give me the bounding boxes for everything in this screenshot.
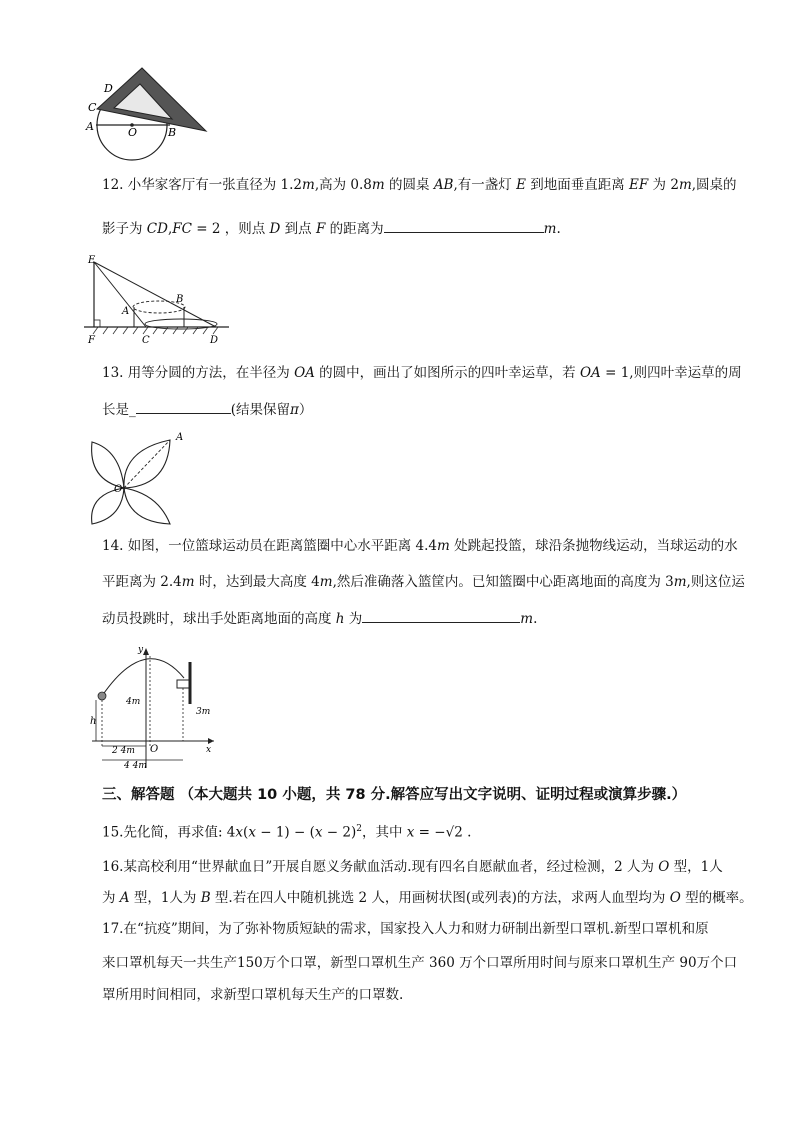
q14-line1: 14. 如图，一位篮球运动员在距离篮圈中心水平距离 4.4m 处跳起投篮，球沿条抛物线运动，当球运动的水 [102, 538, 738, 554]
label-C: C [142, 335, 150, 345]
label-B: B [176, 294, 184, 305]
label-D: D [104, 82, 113, 95]
label-A: A [176, 432, 184, 443]
q14-line3: 动员投跳时，球出手处距离地面的高度 h 为 m. [102, 608, 537, 629]
label-E: E [88, 255, 96, 266]
q15-line: 15.先化简，再求值: $4x(x - 1) - (x - 2)^2$，其中 x = −√2 . [102, 824, 472, 841]
label-F: F [88, 335, 95, 345]
label-A: A [122, 306, 130, 317]
q13-line2: 长是_ (结果保留π） [102, 399, 312, 420]
q16-line1: 16.某高校利用“世界献血日”开展自愿义务献血活动.现有四名自愿献血者，经过检测，2 人为 O 型，1人 [102, 859, 723, 875]
q12-answer-blank[interactable] [384, 218, 544, 233]
axis-x-label: x [206, 745, 212, 755]
section3-heading: 三、解答题 （本大题共 10 小题，共 78 分.解答应写出文字说明、证明过程或演算步骤.） [102, 787, 687, 803]
horizontal-2-4m-label: 2 4m [112, 746, 135, 756]
q12-line1: 12. 小华家客厅有一张直径为 1.2m,高为 0.8m 的圆桌 AB,有一盏灯 E 到地面垂直距离 EF 为 2m,圆桌的 [102, 177, 737, 193]
rim-height-label: 3m [196, 707, 211, 717]
q17-line1: 17.在“抗疫”期间，为了弥补物质短缺的需求，国家投入人力和财力研制出新型口罩机.新型口罩机和原 [102, 921, 709, 937]
q14-line2: 平距离为 2.4m 时，达到最大高度 4m,然后准确落入篮筐内。已知篮圈中心距离地面的高度为 3m,则这位运 [102, 574, 745, 590]
label-B: B [168, 126, 177, 139]
q12-line2: 影子为 CD,FC = 2 ，则点 D 到点 F 的距离为 m. [102, 218, 561, 239]
basketball-trajectory-figure [84, 642, 224, 774]
four-leaf-clover-figure [84, 428, 194, 528]
triangle-circle-figure [84, 64, 214, 164]
label-C: C [88, 101, 97, 114]
q13-answer-blank[interactable] [136, 399, 231, 414]
label-D: D [210, 335, 219, 345]
q16-line2: 为 A 型，1人为 B 型.若在四人中随机挑选 2 人，用画树状图(或列表)的方法，求两人血型均为 O 型的概率。 [102, 890, 753, 906]
lamp-shadow-figure [84, 250, 234, 345]
h-label: h [90, 716, 97, 727]
label-O: O [114, 484, 123, 495]
label-A: A [86, 120, 94, 133]
horizontal-4-4m-label: 4 4m [124, 761, 147, 771]
q17-line3: 罩所用时间相同，求新型口罩机每天生产的口罩数. [102, 987, 404, 1003]
max-height-label: 4m [126, 697, 141, 707]
origin-label: O [150, 744, 159, 755]
axis-y-label: y [138, 645, 144, 655]
q14-answer-blank[interactable] [362, 608, 520, 623]
q13-line1: 13. 用等分圆的方法，在半径为 OA 的圆中，画出了如图所示的四叶幸运草，若 OA = 1,则四叶幸运草的周 [102, 365, 742, 381]
q17-line2: 来口罩机每天一共生产150万个口罩，新型口罩机生产 360 万个口罩所用时间与原来口罩机生产 90万个口 [102, 955, 738, 971]
label-O: O [128, 126, 138, 139]
